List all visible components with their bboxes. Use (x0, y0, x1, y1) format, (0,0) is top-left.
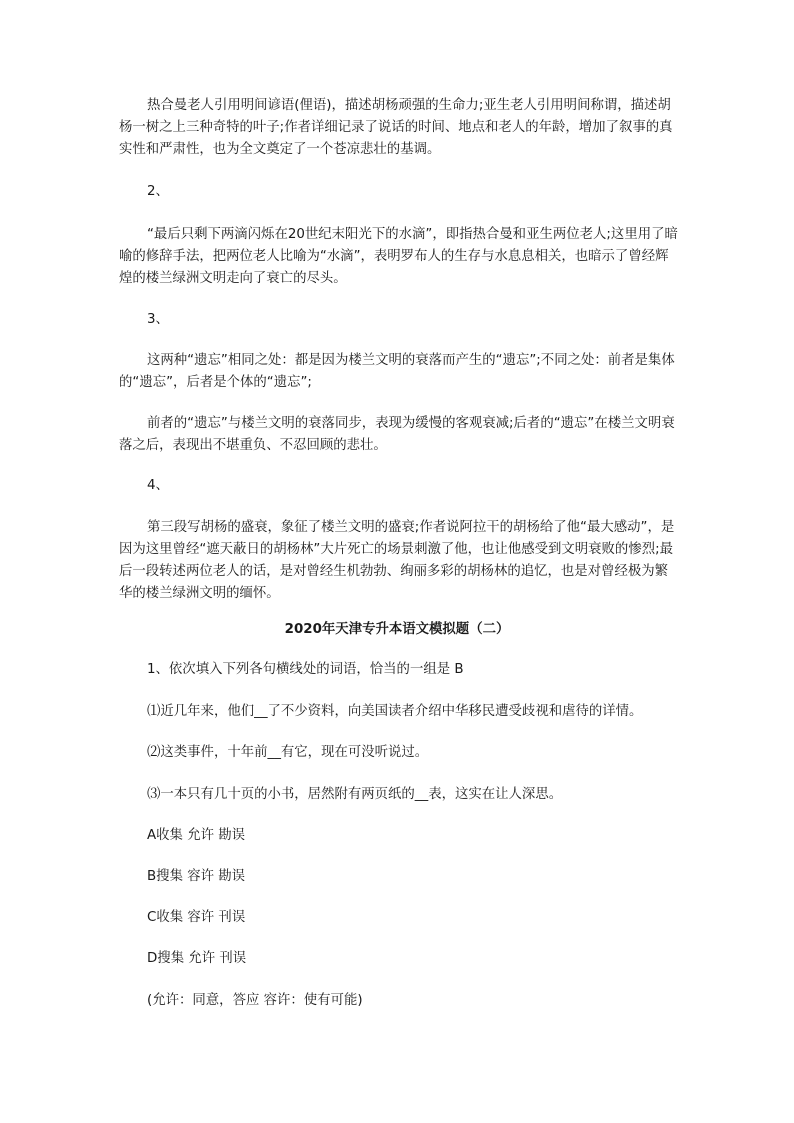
answer-3-paragraph-b: 前者的“遗忘”与楼兰文明的衰落同步，表现为缓慢的客观衰减;后者的“遗忘”在楼兰文明衰落之后，表现出不堪重负、不忍回顾的悲壮。 (119, 416, 675, 453)
option-d: D搜集 允许 刊误 (147, 951, 247, 966)
exam-title: 2020年天津专升本语文模拟题（二） (284, 622, 510, 637)
answer-3-number: 3、 (147, 312, 169, 327)
answer-1-paragraph: 热合曼老人引用明间谚语(俚语)，描述胡杨顽强的生命力;亚生老人引用明间称谓，描述胡杨一树之上三种奇特的叶子;作者详细记录了说话的时间、地点和老人的年龄，增加了叙事的真实性和严肃性，也为全文奠定了一个苍凉悲壮的基调。 (119, 98, 673, 157)
answer-2-number: 2、 (147, 184, 169, 199)
answer-4-number: 4、 (147, 478, 169, 493)
option-a: A收集 允许 勘误 (147, 828, 246, 843)
option-b: B搜集 容许 勘误 (147, 869, 246, 884)
sentence-2: ⑵这类事件，十年前__有它，现在可没听说过。 (147, 745, 429, 760)
answer-4-paragraph: 第三段写胡杨的盛衰，象征了楼兰文明的盛衰;作者说阿拉干的胡杨给了他“最大感动”，是因为这里曾经“遮天蔽日的胡杨林”大片死亡的场景刺激了他，也让他感受到文明衰败的惨烈;最后一段转述两位老人的话，是对曾经生机勃勃、绚丽多彩的胡杨林的追忆，也是对曾经极为繁华的楼兰绿洲文明的缅怀。 (119, 520, 675, 601)
sentence-3: ⑶一本只有几十页的小书，居然附有两页纸的__表，这实在让人深思。 (147, 787, 563, 802)
answer-2-paragraph: “最后只剩下两滴闪烁在20世纪末阳光下的水滴”，即指热合曼和亚生两位老人;这里用了暗喻的修辞手法，把两位老人比喻为“水滴”，表明罗布人的生存与水息息相关，也暗示了曾经辉煌的楼兰绿洲文明走向了衰亡的尽头。 (119, 227, 678, 286)
definition-note: (允许：同意，答应 容许：使有可能) (147, 993, 363, 1008)
question-1-stem: 1、依次填入下列各句横线处的词语，恰当的一组是 B (147, 662, 464, 677)
answer-3-paragraph-a: 这两种“遗忘”相同之处：都是因为楼兰文明的衰落而产生的“遗忘”;不同之处：前者是集体的“遗忘”，后者是个体的“遗忘”; (119, 353, 675, 390)
option-c: C收集 容许 刊误 (147, 910, 246, 925)
sentence-1: ⑴近几年来，他们__了不少资料，向美国读者介绍中华移民遭受歧视和虐待的详情。 (147, 704, 643, 719)
